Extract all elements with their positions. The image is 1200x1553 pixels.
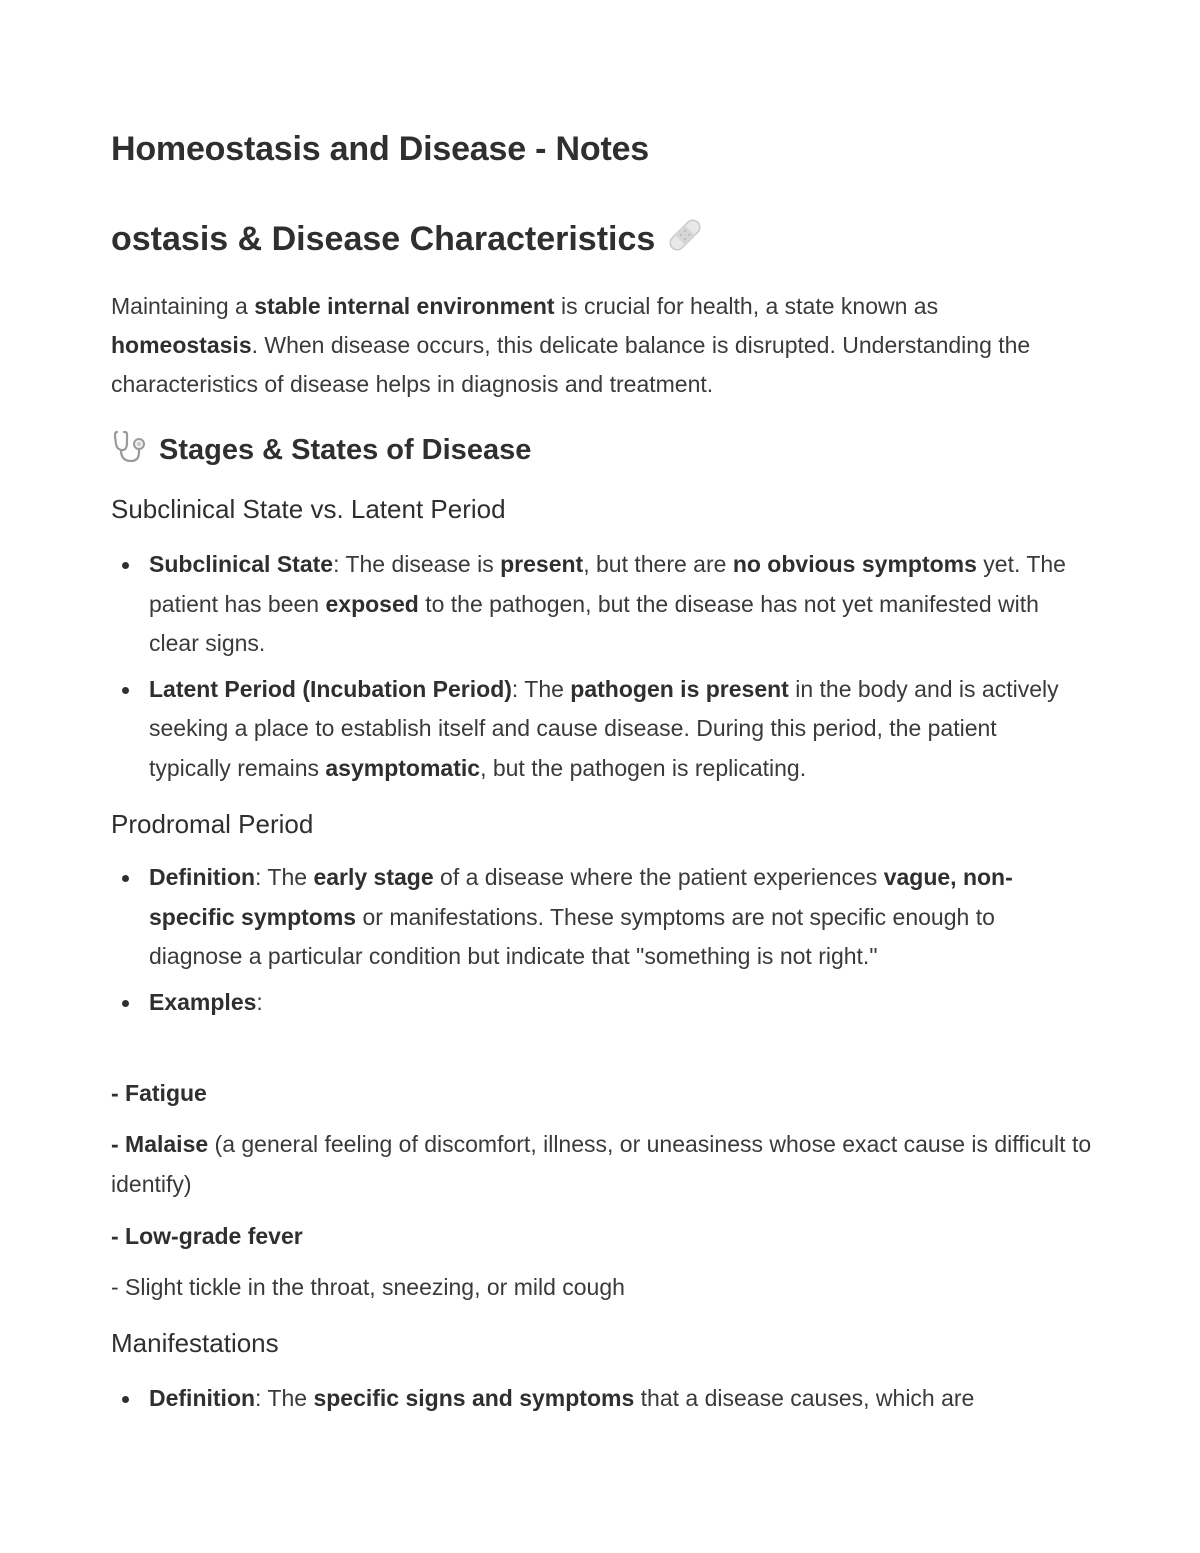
intro-paragraph: [111, 287, 1091, 404]
list-item-bold: exposed: [325, 590, 419, 617]
example-bold: - Fatigue: [111, 1080, 207, 1106]
prodromal-heading: Prodromal Period: [111, 809, 314, 839]
page-title: Homeostasis and Disease - Notes: [111, 130, 649, 168]
list-item-text: : The: [255, 1385, 314, 1411]
stages-heading-text: Stages & States of Disease: [159, 433, 532, 466]
list-item-bold: specific signs and symptoms: [313, 1385, 635, 1411]
list-item-term: Latent Period (Incubation Period): [149, 675, 512, 702]
list-item-text: : The disease is: [333, 551, 501, 577]
intro-text-2: is crucial for health, a state known as: [554, 293, 939, 319]
prodromal-list: [111, 858, 1071, 1028]
bandage-icon: [665, 215, 705, 264]
list-item-bold: no obvious symptoms: [732, 551, 977, 577]
intro-bold-1: stable internal environment: [254, 293, 555, 319]
example-fatigue: [111, 1074, 1101, 1114]
list-item: [111, 858, 1071, 977]
manifestations-list: [111, 1379, 1071, 1425]
intro-bold-2: homeostasis: [111, 332, 252, 358]
list-item-text: : The: [511, 675, 571, 702]
example-fever: [111, 1217, 1101, 1257]
list-item-term: Definition: [149, 1385, 256, 1411]
section-heading-text: ostasis & Disease Characteristics: [111, 220, 656, 258]
stages-heading: [111, 428, 531, 472]
list-item-term: Examples: [149, 988, 257, 1015]
list-item-term: Definition: [149, 864, 256, 890]
list-item-bold: present: [500, 551, 584, 577]
example-text: (a general feeling of discomfort, illness, or uneasiness whose exact cause is difficult to identify): [111, 1131, 1092, 1197]
list-item-text: , but the pathogen is replicating.: [480, 754, 807, 781]
list-item-bold: asymptomatic: [325, 754, 481, 781]
stethoscope-icon: [111, 428, 151, 472]
list-item-text: , but there are: [583, 551, 733, 577]
example-malaise: [111, 1125, 1101, 1204]
list-item-text: or manifestations. These symptoms are not specific enough to diagnose a particular condition but indicate that "something is not right.": [149, 903, 995, 969]
intro-text-1: Maintaining a: [111, 293, 255, 319]
manifestations-heading: Manifestations: [111, 1328, 279, 1358]
list-item: [111, 545, 1071, 664]
example-bold: - Malaise: [111, 1131, 209, 1157]
list-item-text: of a disease where the patient experiences: [433, 864, 884, 890]
list-item-text: that a disease causes, which are: [634, 1385, 975, 1411]
example-text: - Slight tickle in the throat, sneezing, or mild cough: [111, 1274, 625, 1300]
list-item-text: in the body and is actively seeking a place to establish itself and cause disease. During this period, the patient typically remains: [149, 675, 1059, 781]
list-item-bold: early stage: [313, 864, 434, 890]
list-item-text: : The: [255, 864, 314, 890]
list-item-text: :: [256, 988, 263, 1015]
list-item-bold: vague, non-specific symptoms: [149, 864, 1013, 930]
intro-text-3: . When disease occurs, this delicate balance is disrupted. Understanding the characteristics of disease helps in diagnosis and treatment.: [111, 332, 1031, 397]
section-heading: [111, 215, 705, 264]
subclinical-heading: Subclinical State vs. Latent Period: [111, 494, 506, 524]
example-tickle: [111, 1268, 1101, 1308]
subclinical-list: [111, 545, 1071, 794]
list-item: [111, 670, 1071, 789]
list-item-bold: pathogen is present: [570, 675, 789, 702]
list-item: [111, 1379, 1071, 1419]
list-item-text: yet. The patient has been: [149, 551, 1066, 617]
list-item-term: Subclinical State: [149, 551, 334, 577]
example-bold: - Low-grade fever: [111, 1223, 303, 1249]
list-item: [111, 983, 1071, 1023]
list-item-text: to the pathogen, but the disease has not yet manifested with clear signs.: [149, 590, 1039, 656]
